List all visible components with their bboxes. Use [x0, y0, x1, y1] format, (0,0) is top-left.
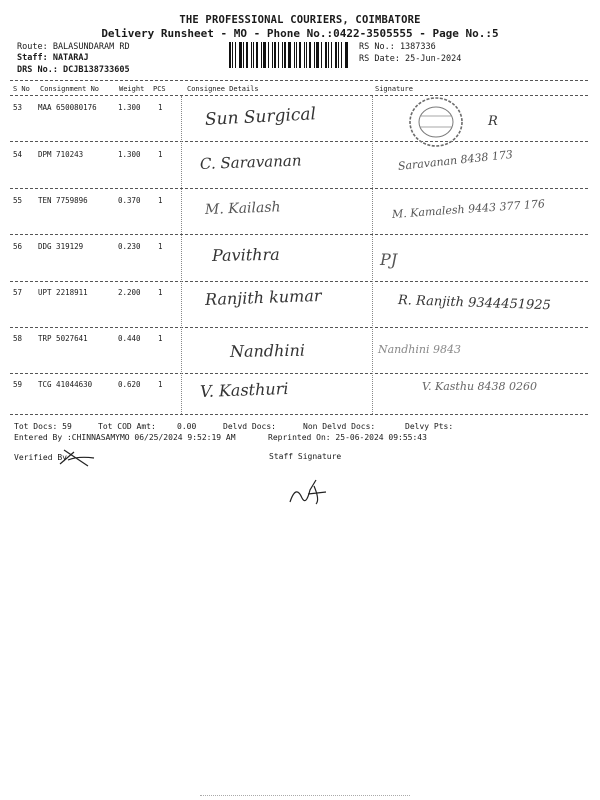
office-stamp-seal	[408, 96, 464, 148]
route-label: Route: BALASUNDARAM RD	[17, 42, 130, 52]
entered-by: Entered By :CHINNASAMYMO 06/25/2024 9:52:19 AM	[14, 433, 236, 442]
column-separator	[372, 96, 373, 414]
row-signature-handwriting: R	[488, 114, 498, 129]
row-signature-handwriting: M. Kamalesh 9443 377 176	[391, 197, 546, 221]
staff-signature-label: Staff Signature	[269, 452, 342, 461]
col-header-consignment: Consignment No	[40, 85, 100, 93]
col-header-sno: S No	[13, 85, 30, 93]
barcode-bar	[294, 42, 295, 68]
barcode-bar	[314, 42, 315, 68]
row-weight: 0.440	[118, 334, 141, 343]
row-pcs: 1	[158, 150, 163, 159]
staff-label: Staff: NATARAJ	[17, 53, 89, 63]
divider	[10, 414, 588, 415]
row-signature-handwriting: Saravanan 8438 173	[397, 147, 514, 173]
col-header-signature: Signature	[375, 85, 413, 93]
drs-barcode	[229, 42, 353, 68]
total-docs: Tot Docs: 59	[14, 422, 72, 431]
drs-number: DRS No.: DCJB138733605	[17, 65, 130, 75]
staff-signature	[286, 476, 330, 508]
row-weight: 0.370	[118, 196, 141, 205]
barcode-bar	[261, 42, 262, 68]
barcode-bar	[345, 42, 348, 68]
row-divider	[10, 141, 588, 142]
barcode-bar	[263, 42, 266, 68]
row-signature-handwriting: Nandhini 9843	[378, 343, 462, 356]
barcode-bar	[299, 42, 301, 68]
barcode-bar	[268, 42, 269, 68]
row-pcs: 1	[158, 334, 163, 343]
barcode-bar	[335, 42, 337, 68]
row-sno: 59	[13, 380, 23, 389]
row-consignee-handwriting: Ranjith kumar	[204, 285, 322, 309]
row-consignee-handwriting: V. Kasthuri	[199, 378, 289, 401]
barcode-bar	[272, 42, 273, 68]
barcode-bar	[274, 42, 276, 68]
row-consignee-handwriting: C. Saravanan	[199, 151, 302, 173]
barcode-bar	[338, 42, 339, 68]
col-header-consignee: Consignee Details	[187, 85, 259, 93]
barcode-bar	[239, 42, 242, 68]
row-consignment: TEN 7759896	[38, 196, 88, 205]
barcode-bar	[328, 42, 329, 68]
row-consignment: UPT 2218911	[38, 288, 88, 297]
barcode-bar	[232, 42, 233, 68]
company-name: THE PROFESSIONAL COURIERS, COIMBATORE	[179, 14, 421, 26]
delivered-docs-label: Delvd Docs:	[223, 422, 276, 431]
barcode-bar	[296, 42, 297, 68]
barcode-bar	[316, 42, 319, 68]
row-consignee-handwriting: Pavithra	[211, 244, 280, 265]
barcode-bar	[325, 42, 327, 68]
barcode-bar	[246, 42, 248, 68]
barcode-bar	[282, 42, 283, 68]
row-divider	[10, 188, 588, 189]
barcode-bar	[341, 42, 342, 68]
row-sno: 54	[13, 150, 23, 159]
barcode-bar	[321, 42, 322, 68]
barcode-bar	[235, 42, 236, 68]
row-consignment: DPM 710243	[38, 150, 84, 159]
row-divider	[10, 373, 588, 374]
row-consignment: TCG 41044630	[38, 380, 93, 389]
barcode-bar	[278, 42, 279, 68]
row-consignment: TRP 5027641	[38, 334, 88, 343]
row-sno: 56	[13, 242, 23, 251]
barcode-bar	[243, 42, 244, 68]
row-weight: 2.200	[118, 288, 141, 297]
barcode-bar	[253, 42, 254, 68]
barcode-bar	[306, 42, 307, 68]
barcode-bar	[331, 42, 332, 68]
row-sno: 55	[13, 196, 23, 205]
row-pcs: 1	[158, 196, 163, 205]
row-weight: 1.300	[118, 150, 141, 159]
row-weight: 0.230	[118, 242, 141, 251]
row-pcs: 1	[158, 288, 163, 297]
delivery-points-label: Delvy Pts:	[405, 422, 454, 431]
row-divider	[10, 281, 588, 282]
rs-date: RS Date: 25-Jun-2024	[359, 54, 462, 64]
row-divider	[10, 327, 588, 328]
page-bottom-mark	[200, 795, 410, 796]
row-signature-handwriting: V. Kasthu 8438 0260	[422, 380, 538, 393]
rs-number: RS No.: 1387336	[359, 42, 436, 52]
barcode-bar	[284, 42, 286, 68]
row-signature-handwriting: PJ	[380, 250, 398, 269]
row-signature-handwriting: R. Ranjith 9344451925	[397, 293, 552, 314]
row-sno: 53	[13, 103, 23, 112]
divider	[10, 80, 588, 81]
verified-by-label: Verified By	[14, 453, 67, 462]
barcode-bar	[251, 42, 252, 68]
divider	[10, 95, 588, 96]
row-sno: 58	[13, 334, 23, 343]
row-pcs: 1	[158, 103, 163, 112]
row-consignment: DDG 319129	[38, 242, 84, 251]
row-weight: 1.300	[118, 103, 141, 112]
barcode-bar	[309, 42, 311, 68]
col-header-weight: Weight	[119, 85, 145, 93]
column-separator	[181, 96, 182, 414]
row-weight: 0.620	[118, 380, 141, 389]
row-consignee-handwriting: M. Kailash	[204, 199, 281, 218]
row-divider	[10, 234, 588, 235]
non-delivered-docs-label: Non Delvd Docs:	[303, 422, 376, 431]
total-cod-label: Tot COD Amt:	[98, 422, 156, 431]
barcode-bar	[304, 42, 305, 68]
barcode-bar	[256, 42, 258, 68]
col-header-pcs: PCS	[153, 85, 166, 93]
row-consignee-handwriting: Nandhini	[229, 340, 306, 361]
row-pcs: 1	[158, 380, 163, 389]
barcode-bar	[229, 42, 231, 68]
row-consignee-handwriting: Sun Surgical	[204, 104, 317, 130]
row-pcs: 1	[158, 242, 163, 251]
verifier-signature	[58, 446, 98, 468]
reprinted-on: Reprinted On: 25-06-2024 09:55:43	[268, 433, 427, 442]
row-consignment: MAA 650080176	[38, 103, 97, 112]
runsheet-title: Delivery Runsheet - MO - Phone No.:0422-3505555 - Page No.:5	[101, 27, 499, 40]
row-sno: 57	[13, 288, 23, 297]
barcode-bar	[288, 42, 291, 68]
total-cod-value: 0.00	[177, 422, 197, 431]
